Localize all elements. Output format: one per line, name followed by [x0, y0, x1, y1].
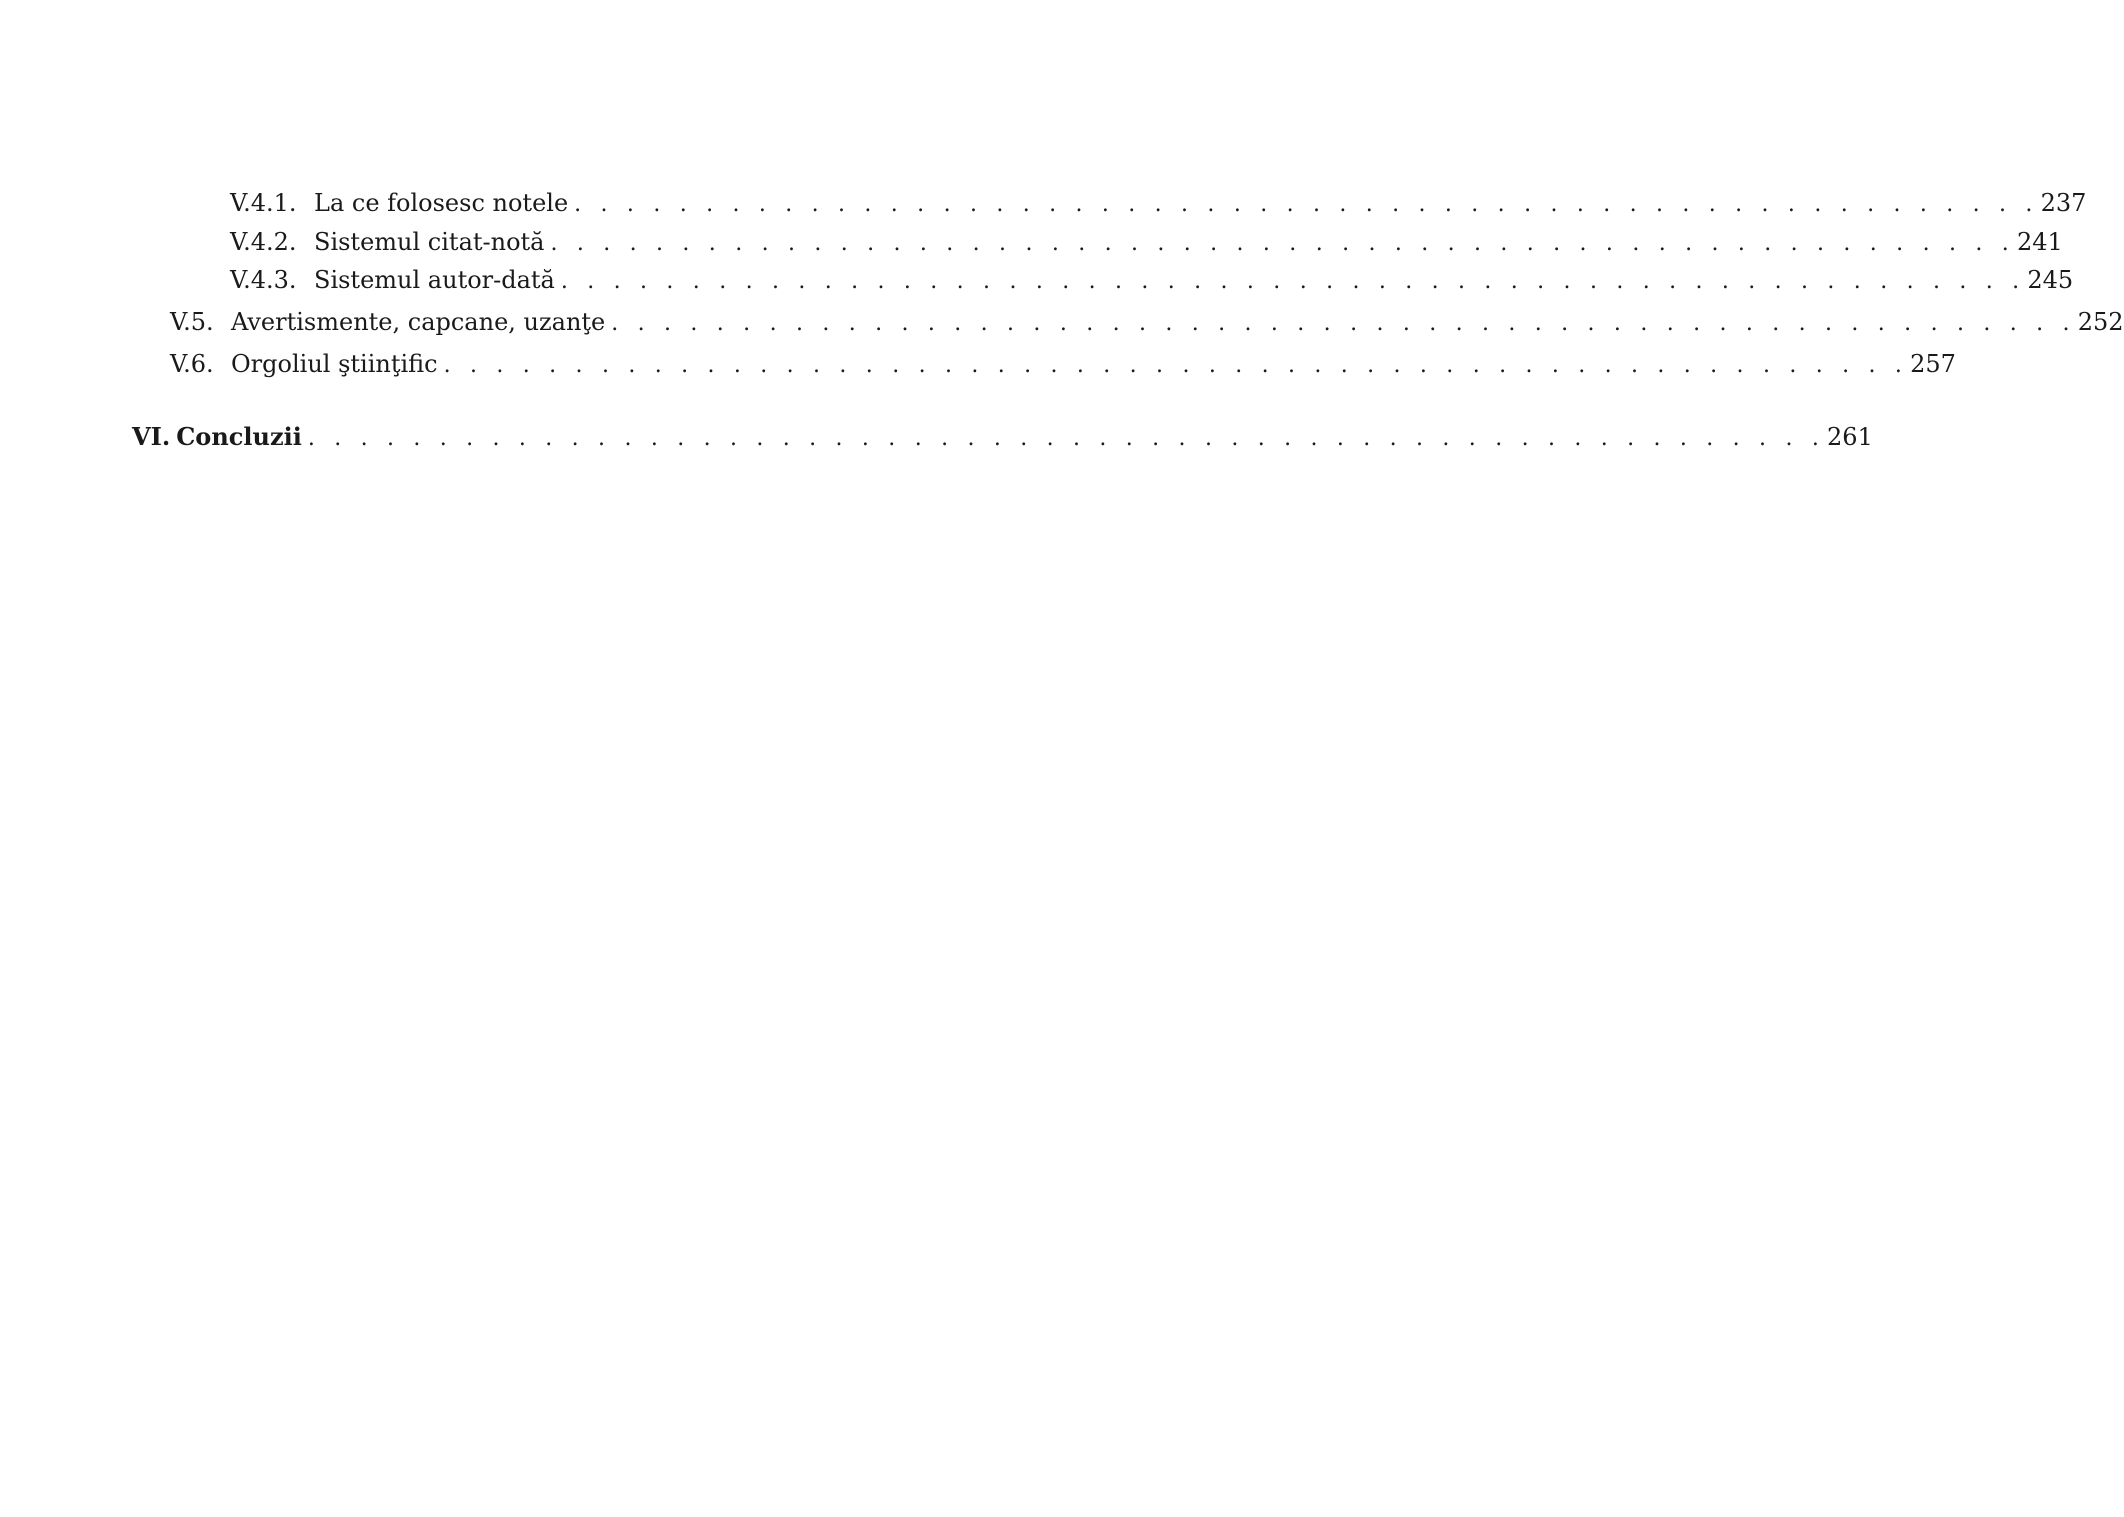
toc-entry-number: V.4.2.	[230, 228, 297, 256]
toc-entry-page: 241	[2016, 228, 2063, 256]
dot-leader: . . . . . . . . . . . . . . . . . . . . . . . . . . . . . . . . . . . . . . . . . . . . . . . . . . . . . . . .	[574, 192, 2039, 217]
toc-entry-page: 257	[1910, 350, 1956, 378]
dot-leader: . . . . . . . . . . . . . . . . . . . . . . . . . . . . . . . . . . . . . . . . . . . . . . . . . . . . . . . . . .	[307, 426, 1826, 451]
toc-entry-vi	[132, 422, 1873, 452]
toc-entry-title: Concluzii	[176, 422, 302, 451]
toc-entry-page: 261	[1827, 423, 1873, 451]
dot-leader: . . . . . . . . . . . . . . . . . . . . . . . . . . . . . . . . . . . . . . . . . . . . . . . . . . . . . . . .	[550, 231, 2015, 256]
toc-entry-page: 252	[2077, 308, 2124, 336]
toc-entry-number: V.5.	[170, 308, 214, 336]
toc-entry-title: Sistemul autor-dată	[314, 266, 555, 294]
toc-entry-number: V.6.	[170, 350, 214, 378]
toc-entry-title: Orgoliul ştiinţific	[231, 350, 438, 378]
toc-entry-v-5	[170, 307, 2124, 337]
toc-entry-title: Sistemul citat-notă	[314, 228, 545, 256]
dot-leader: . . . . . . . . . . . . . . . . . . . . . . . . . . . . . . . . . . . . . . . . . . . . . . . . . . . . . . . .	[443, 353, 1909, 378]
toc-entry-number: V.4.1.	[230, 189, 297, 217]
toc-entry-number: V.4.3.	[230, 266, 297, 294]
toc-entry-page: 237	[2040, 189, 2087, 217]
toc-entry-v-4-1	[230, 188, 2087, 218]
toc-entry-v-4-2	[230, 227, 2063, 257]
dot-leader: . . . . . . . . . . . . . . . . . . . . . . . . . . . . . . . . . . . . . . . . . . . . . . . . . . . . . . . .	[560, 269, 2026, 294]
toc-entry-page: 245	[2027, 266, 2074, 294]
toc-entry-title: La ce folosesc notele	[314, 189, 569, 217]
toc-entry-title: Avertismente, capcane, uzanţe	[231, 308, 606, 336]
toc-entry-v-6	[170, 349, 1956, 379]
toc-entry-number: VI.	[132, 422, 171, 451]
toc-entry-v-4-3	[230, 265, 2074, 295]
dot-leader: . . . . . . . . . . . . . . . . . . . . . . . . . . . . . . . . . . . . . . . . . . . . . . . . . . . . . . . .	[611, 311, 2076, 336]
